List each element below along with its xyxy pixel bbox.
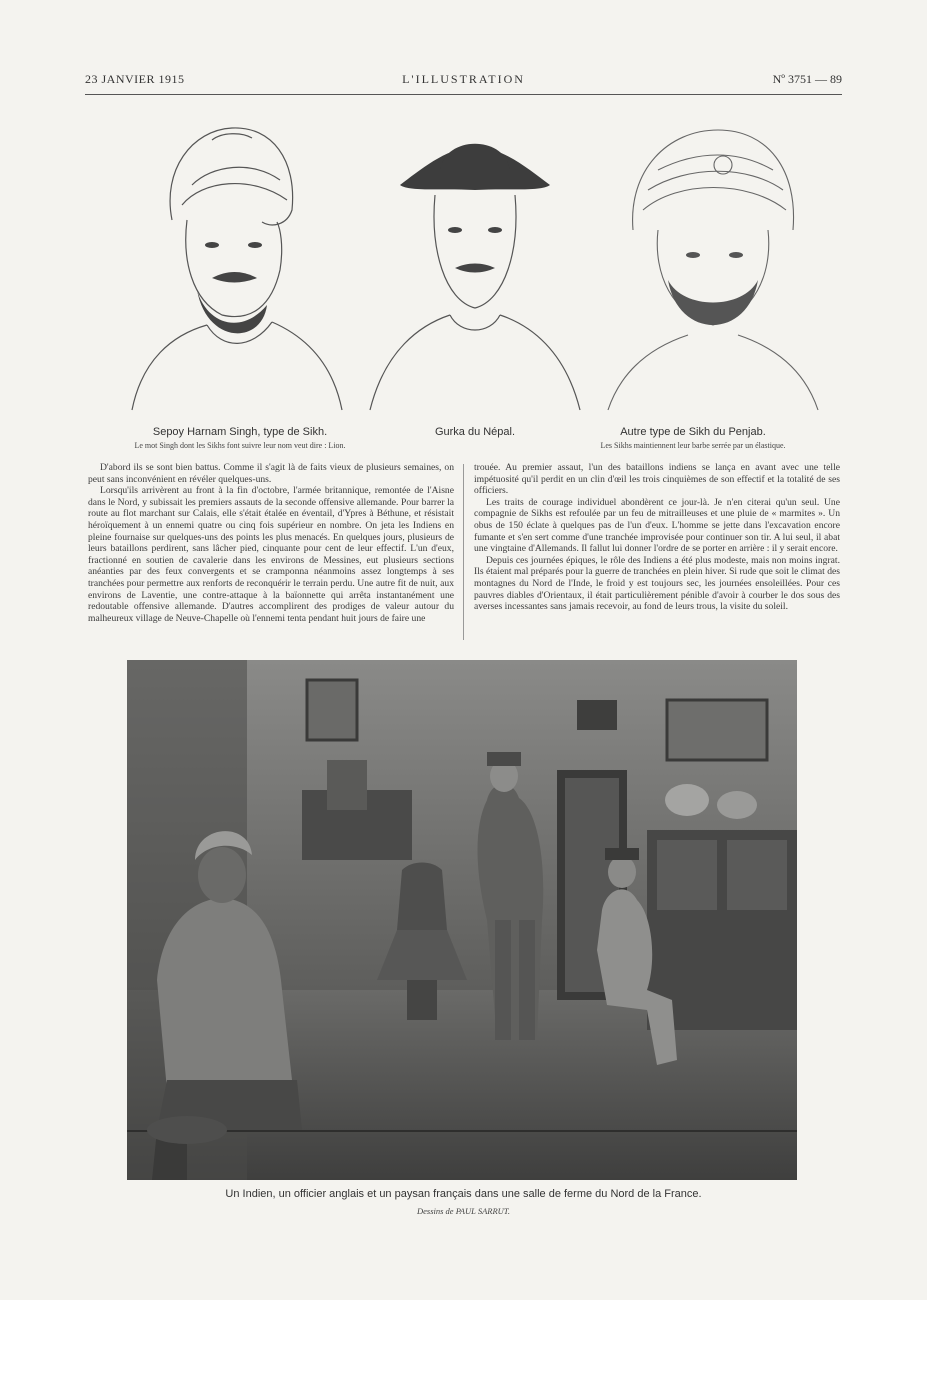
article-paragraph: Lorsqu'ils arrivèrent au front à la fin d'octobre, l'armée britannique, remontée de l'Aisne dans le Nord, y subissait les premiers assauts de la seconde offensive allemande. Pour barrer la route au flot marchant sur Calais, elle s'était étalée en éventail, d'Ypres à Béthune, et résistait héroïquement à un ennemi quatre ou cinq fois supérieur en nombre. On jeta les Indiens en pleine fournaise sur quelques-uns des points les plus menacés. En quelques jours, plusieurs de leurs bataillons perdirent, sans lâcher pied, cinquante pour cent de leur effectif. L'un d'eux, fractionné en soutien de cavalerie dans les environs de Messines, eut plusieurs sections anéanties par des feux convergents et se cramponna néanmoins assez longtemps à ses tranchées pour permettre aux renforts de reconquérir le terrain perdu. Une autre fit de nuit, aux environs de Laventie, une contre-attaque à la baïonnette qui arrêta instantanément une redoutable offensive allemande. D'autres accomplirent des prodiges de valeur autour du malheureux village de Neuve-Chapelle où l'ennemi tenta pendant huit jours de faire une: [88, 485, 454, 624]
portrait-caption-1: [90, 426, 390, 450]
article-column-right: [474, 462, 840, 613]
article-column-left: [88, 462, 454, 624]
plate-caption: Un Indien, un officier anglais et un paysan français dans une salle de ferme du Nord de la France.: [225, 1188, 702, 1200]
plate-credit: Dessins de PAUL SARRUT.: [416, 1206, 511, 1216]
masthead: [85, 72, 842, 92]
portrait-subtitle: Le mot Singh dont les Sikhs font suivre leur nom veut dire : Lion.: [134, 441, 346, 450]
portrait-sikh-sketch: [112, 110, 362, 420]
portrait-title: Sepoy Harnam Singh, type de Sikh.: [152, 426, 328, 438]
article-paragraph: trouée. Au premier assaut, l'un des bataillons indiens se lança en avant avec une telle impétuosité qu'il perdit en un clin d'œil les trois cinquièmes de son effectif et la totalité de ses officiers.: [474, 462, 840, 497]
column-divider: [463, 464, 464, 640]
portrait-title: Autre type de Sikh du Penjab.: [620, 426, 766, 438]
farmhouse-illustration: [127, 660, 797, 1180]
portrait-punjab-sikh-sketch: [588, 110, 838, 420]
issue-date: 23 JANVIER 1915: [85, 72, 185, 86]
article-paragraph: Les traits de courage individuel abondèrent ce jour-là. Je n'en citerai qu'un seul. Une compagnie de Sikhs est refoulée par un feu de mitrailleuses et une pluie de « marmites ». Un obus de 150 éclate à quelques pas de l'un d'eux. L'homme se jette dans l'excavation encore fumante et s'en sert comme d'une tranchée improvisée pour continuer son tir. A lui seul, il abat une vingtaine d'Allemands. Il fallut lui donner l'ordre de se porter en arrière : il y serait encore.: [474, 496, 840, 555]
issue-number: Nº 3751 — 89: [772, 72, 842, 86]
portrait-subtitle: Les Sikhs maintiennent leur barbe serrée par un élastique.: [600, 441, 786, 450]
portrait-caption-3: [548, 426, 838, 450]
footer-margin: [0, 1300, 927, 1390]
portrait-title: Gurka du Népal.: [434, 426, 516, 438]
article-paragraph: Depuis ces journées épiques, le rôle des Indiens a été plus modeste, mais non moins ingrat. Ils étaient mal préparés pour la guerre de tranchées en plein hiver. Si rude que soit le climat des montagnes du Nord de l'Inde, le froid y est toujours sec, les journées ensoleillées. Pour ces pauvres diables d'Orientaux, il était particulièrement pénible d'avoir à courber le dos sous des averses incessantes sans jamais recevoir, au fond de leurs trous, la visite du soleil.: [474, 554, 840, 613]
publication-title: L'ILLUSTRATION: [402, 72, 525, 86]
article-paragraph: D'abord ils se sont bien battus. Comme il s'agit là de faits vieux de plusieurs semaines, on peut sans inconvénient en révéler quelques-uns.: [88, 462, 454, 485]
header-rule: [85, 94, 842, 95]
portrait-gurkha-sketch: [350, 110, 600, 420]
